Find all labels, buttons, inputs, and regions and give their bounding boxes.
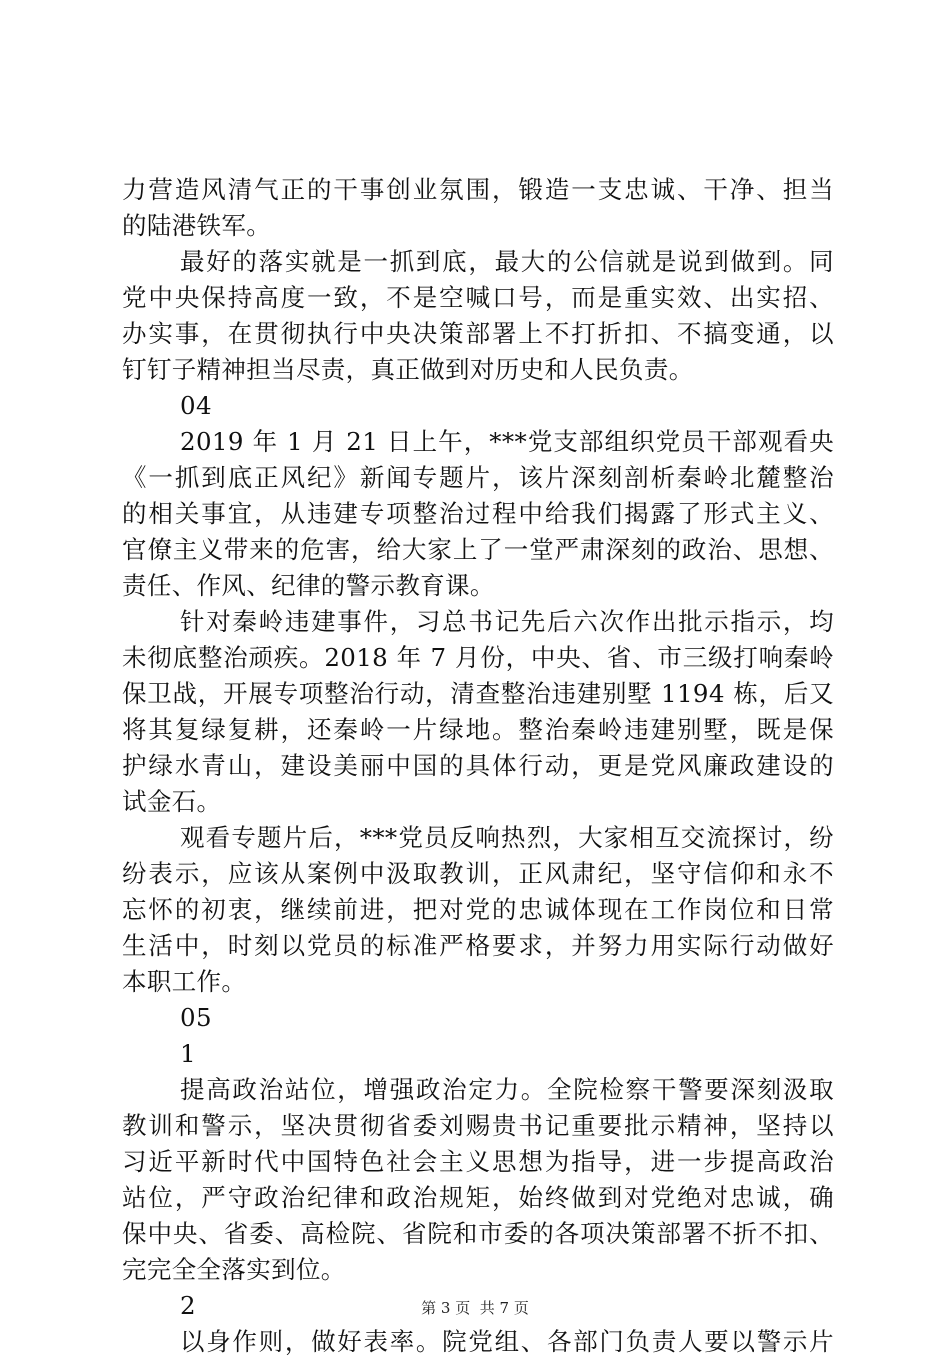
text-line: 试金石。 (122, 787, 222, 816)
text-line: 1 (180, 1039, 196, 1068)
text-line: 护绿水青山，建设美丽中国的具体行动，更是党风廉政建设的 (122, 751, 834, 780)
text-line: 2 (180, 1291, 196, 1320)
text-line: 办实事，在贯彻执行中央决策部署上不打折扣、不搞变通，以 (122, 319, 834, 348)
text-line: 针对秦岭违建事件，习总书记先后六次作出批示指示，均 (180, 607, 834, 636)
document-body (122, 172, 834, 1360)
text-line: 2019 年 1 月 21 日上午，***党支部组织党员干部观看央 (180, 427, 834, 456)
text-line: 最好的落实就是一抓到底，最大的公信就是说到做到。同 (180, 247, 834, 276)
text-line: 党中央保持高度一致，不是空喊口号，而是重实效、出实招、 (122, 283, 834, 312)
text-line: 生活中，时刻以党员的标准严格要求，并努力用实际行动做好 (122, 931, 834, 960)
text-line: 未彻底整治顽疾。2018 年 7 月份，中央、省、市三级打响秦岭 (122, 643, 834, 672)
text-line: 教训和警示，坚决贯彻省委刘赐贵书记重要批示精神，坚持以 (122, 1111, 834, 1140)
text-line: 的相关事宜，从违建专项整治过程中给我们揭露了形式主义、 (122, 499, 834, 528)
text-line: 站位，严守政治纪律和政治规矩，始终做到对党绝对忠诚，确 (122, 1183, 834, 1212)
text-line: 本职工作。 (122, 967, 247, 996)
text-line: 忘怀的初衷，继续前进，把对党的忠诚体现在工作岗位和日常 (122, 895, 834, 924)
text-line: 责任、作风、纪律的警示教育课。 (122, 571, 495, 600)
text-line: 04 (180, 391, 212, 420)
text-line: 纷表示，应该从案例中汲取教训，正风肃纪，坚守信仰和永不 (122, 859, 834, 888)
text-line: 完完全全落实到位。 (122, 1255, 346, 1284)
text-line: 习近平新时代中国特色社会主义思想为指导，进一步提高政治 (122, 1147, 834, 1176)
text-line: 提高政治站位，增强政治定力。全院检察干警要深刻汲取 (180, 1075, 834, 1104)
page-footer: 第 3 页 共 7 页 (421, 1299, 529, 1317)
text-line: 05 (180, 1003, 212, 1032)
text-line: 保卫战，开展专项整治行动，清查整治违建别墅 1194 栋，后又 (122, 679, 834, 708)
text-line: 《一抓到底正风纪》新闻专题片，该片深刻剖析秦岭北麓整治 (122, 463, 834, 492)
text-line: 力营造风清气正的干事创业氛围，锻造一支忠诚、干净、担当 (122, 175, 834, 204)
text-line: 钉钉子精神担当尽责，真正做到对历史和人民负责。 (122, 355, 694, 384)
text-line: 将其复绿复耕，还秦岭一片绿地。整治秦岭违建别墅，既是保 (122, 715, 834, 744)
text-line: 的陆港铁军。 (122, 211, 272, 240)
text-line: 保中央、省委、高检院、省院和市委的各项决策部署不折不扣、 (122, 1219, 834, 1248)
text-line: 观看专题片后，***党员反响热烈，大家相互交流探讨，纷 (180, 823, 834, 852)
text-line: 官僚主义带来的危害，给大家上了一堂严肃深刻的政治、思想、 (122, 535, 834, 564)
text-line: 以身作则，做好表率。院党组、各部门负责人要以警示片 (180, 1327, 834, 1356)
